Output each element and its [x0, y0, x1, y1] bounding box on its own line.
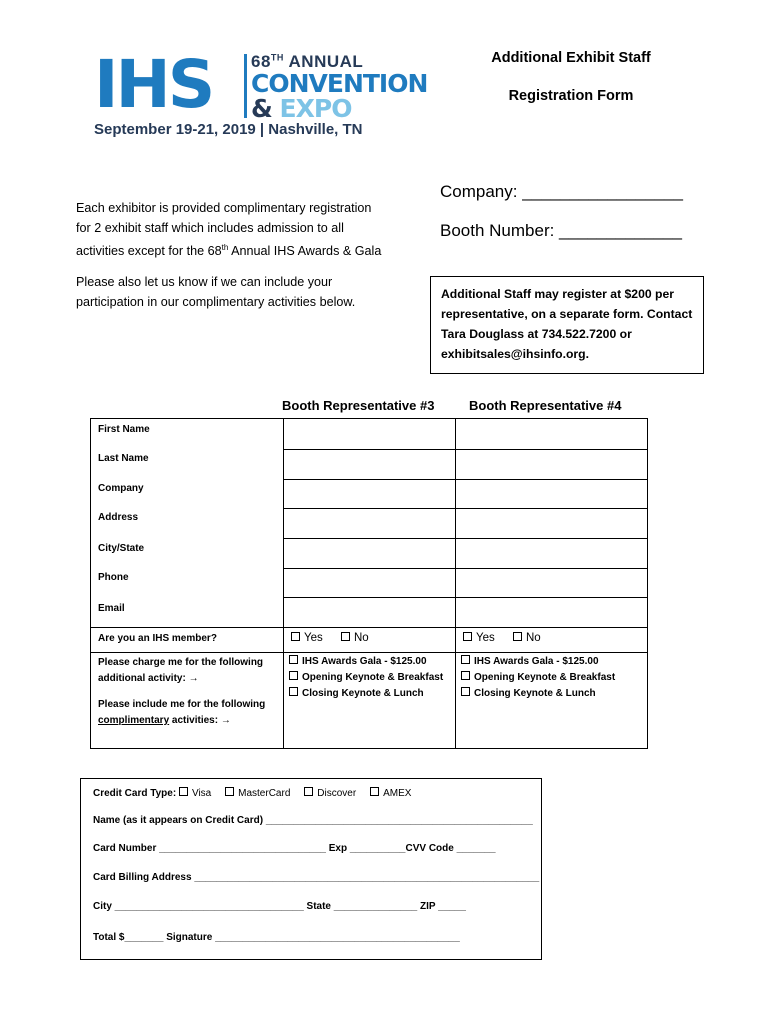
- checkbox-icon[interactable]: [461, 687, 470, 696]
- row-label-city-state: City/State: [98, 543, 145, 554]
- rep4-header: Booth Representative #4: [469, 398, 622, 413]
- rep3-opening-keynote-option[interactable]: Opening Keynote & Breakfast: [289, 671, 443, 683]
- card-type-row: Credit Card Type: Visa MasterCard Discover AMEX: [93, 788, 412, 799]
- total-signature-field[interactable]: Total $_______ Signature ____________________________________________: [93, 932, 460, 943]
- checkbox-icon[interactable]: [289, 687, 298, 696]
- checkbox-icon[interactable]: [179, 787, 188, 796]
- rep3-address-input[interactable]: [284, 509, 455, 538]
- form-title: Additional Exhibit Staff: [491, 50, 651, 66]
- logo-expo-line: & EXPO: [251, 94, 352, 123]
- rep4-address-input[interactable]: [456, 509, 647, 538]
- billing-address-field[interactable]: Card Billing Address ______________________________________________________________: [93, 872, 540, 883]
- rep4-closing-keynote-option[interactable]: Closing Keynote & Lunch: [461, 687, 596, 699]
- checkbox-icon[interactable]: [341, 632, 350, 641]
- company-field[interactable]: Company: _________________: [440, 182, 683, 201]
- additional-staff-notice: Additional Staff may register at $200 per representative, on a separate form. Contact Tara Douglass at 734.522.7200 or exhibitsales@ihsinfo.org.: [430, 276, 704, 374]
- rep4-first-name-input[interactable]: [456, 419, 647, 449]
- row-label-address: Address: [98, 512, 139, 523]
- logo-annual-line: 68TH ANNUAL: [251, 52, 364, 71]
- rep3-closing-keynote-option[interactable]: Closing Keynote & Lunch: [289, 687, 424, 699]
- card-type-amex[interactable]: AMEX: [370, 788, 411, 799]
- row-label-email: Email: [98, 603, 125, 614]
- form-subtitle: Registration Form: [508, 88, 634, 104]
- ihs-convention-logo: [94, 46, 428, 140]
- registration-table: [90, 418, 648, 749]
- checkbox-icon[interactable]: [513, 632, 522, 641]
- credit-card-section: [80, 778, 542, 960]
- row-label-last-name: Last Name: [98, 453, 149, 464]
- checkbox-icon[interactable]: [225, 787, 234, 796]
- card-type-discover[interactable]: Discover: [304, 788, 356, 799]
- rep4-gala-option[interactable]: IHS Awards Gala - $125.00: [461, 655, 599, 667]
- rep3-member-no[interactable]: No: [341, 632, 369, 644]
- row-label-phone: Phone: [98, 572, 129, 583]
- rep3-member-yes[interactable]: Yes: [291, 632, 323, 644]
- rep4-opening-keynote-option[interactable]: Opening Keynote & Breakfast: [461, 671, 615, 683]
- card-type-visa[interactable]: Visa: [179, 788, 211, 799]
- city-state-zip-field[interactable]: City __________________________________ State _______________ ZIP _____: [93, 901, 466, 912]
- rep4-member-yes[interactable]: Yes: [463, 632, 495, 644]
- row-label-first-name: First Name: [98, 424, 150, 435]
- card-type-mastercard[interactable]: MasterCard: [225, 788, 290, 799]
- checkbox-icon[interactable]: [370, 787, 379, 796]
- checkbox-icon[interactable]: [461, 671, 470, 680]
- rep4-last-name-input[interactable]: [456, 450, 647, 479]
- rep4-company-input[interactable]: [456, 480, 647, 508]
- complimentary-activity-label: Please include me for the following complimentary activities: →: [98, 699, 266, 726]
- checkbox-icon[interactable]: [304, 787, 313, 796]
- checkbox-icon[interactable]: [461, 655, 470, 664]
- participation-paragraph: Please also let us know if we can include your participation in our complimentary activities below.: [76, 275, 356, 309]
- logo-letters: IHS: [94, 46, 213, 123]
- rep3-company-input[interactable]: [284, 480, 455, 508]
- logo-divider: [244, 54, 247, 118]
- rep4-email-input[interactable]: [456, 598, 647, 627]
- card-number-field[interactable]: Card Number ______________________________ Exp __________CVV Code _______: [93, 843, 496, 854]
- checkbox-icon[interactable]: [289, 655, 298, 664]
- rep4-city-state-input[interactable]: [456, 539, 647, 568]
- rep3-last-name-input[interactable]: [284, 450, 455, 479]
- row-label-member: Are you an IHS member?: [98, 633, 217, 644]
- cardholder-name-field[interactable]: Name (as it appears on Credit Card) ________________________________________________: [93, 815, 533, 826]
- rep4-phone-input[interactable]: [456, 569, 647, 597]
- rep3-first-name-input[interactable]: [284, 419, 455, 449]
- rep4-member-no[interactable]: No: [513, 632, 541, 644]
- rep3-city-state-input[interactable]: [284, 539, 455, 568]
- logo-dates: September 19-21, 2019 | Nashville, TN: [94, 121, 363, 138]
- intro-paragraph: Each exhibitor is provided complimentary registration for 2 exhibit staff which includes admission to all activities except for the 68th Annual IHS Awards & Gala: [76, 201, 382, 259]
- rep3-email-input[interactable]: [284, 598, 455, 627]
- checkbox-icon[interactable]: [291, 632, 300, 641]
- rep3-header: Booth Representative #3: [282, 398, 435, 413]
- booth-number-field[interactable]: Booth Number: _____________: [440, 221, 682, 240]
- checkbox-icon[interactable]: [289, 671, 298, 680]
- row-label-company: Company: [98, 483, 144, 494]
- charge-activity-label: Please charge me for the following additional activity: →: [98, 657, 264, 684]
- checkbox-icon[interactable]: [463, 632, 472, 641]
- rep3-phone-input[interactable]: [284, 569, 455, 597]
- rep3-gala-option[interactable]: IHS Awards Gala - $125.00: [289, 655, 427, 667]
- logo-convention-line: CONVENTION: [251, 69, 428, 98]
